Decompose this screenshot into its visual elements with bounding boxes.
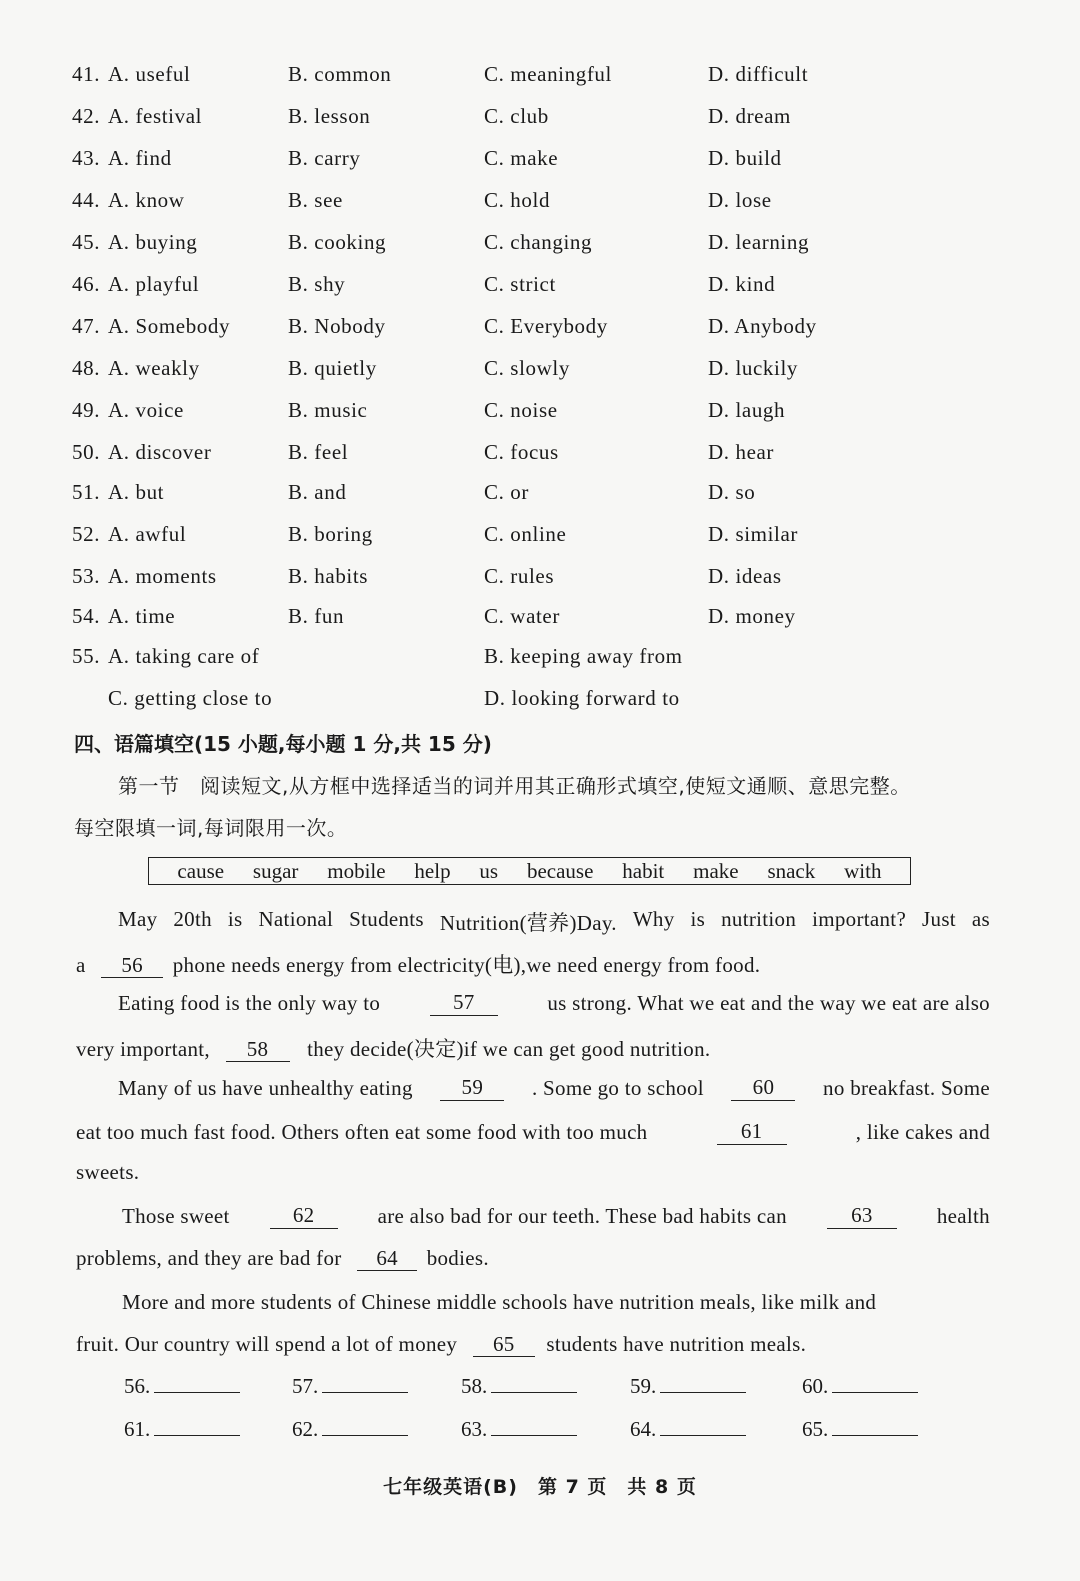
- option-b: B. cooking: [288, 230, 387, 254]
- instruction-line-2: 每空限填一词,每词限用一次。: [74, 816, 348, 840]
- option-b: B. feel: [288, 440, 349, 464]
- question-row: [0, 62, 1080, 92]
- passage-line: [76, 1160, 990, 1185]
- question-row: [0, 146, 1080, 176]
- answer-number: 62.: [292, 1417, 319, 1441]
- passage-text: problems, and they are bad for: [76, 1246, 342, 1270]
- answer-line[interactable]: [660, 1417, 746, 1436]
- passage-text: health: [936, 1204, 990, 1228]
- option-d: D. learning: [708, 230, 810, 254]
- answer-line[interactable]: [491, 1374, 577, 1393]
- question-number: 54.: [72, 604, 101, 628]
- question-number: 43.: [72, 146, 101, 170]
- word-box-item: help: [414, 858, 451, 883]
- blank-59: 59: [440, 1076, 504, 1101]
- question-row: [0, 480, 1080, 510]
- page-footer: 七年级英语(B) 第 7 页 共 8 页: [383, 1476, 697, 1498]
- passage-text: are also bad for our teeth. These bad habits can: [377, 1204, 787, 1228]
- blank-64: 64: [357, 1247, 417, 1271]
- question-number: 42.: [72, 104, 101, 128]
- word-box-item: make: [693, 858, 739, 883]
- answer-blank[interactable]: [292, 1417, 408, 1442]
- option-a: A. discover: [108, 440, 212, 464]
- passage-text: they decide(决定)if we can get good nutrition.: [307, 1037, 711, 1061]
- question-number: 51.: [72, 480, 101, 504]
- option-b: B. fun: [288, 604, 345, 628]
- answer-blank[interactable]: [461, 1417, 577, 1442]
- answer-line[interactable]: [832, 1417, 918, 1436]
- passage-text: , like cakes and: [855, 1120, 990, 1144]
- option-a: A. voice: [108, 398, 184, 422]
- passage-word: as: [971, 907, 990, 931]
- option-c: C. rules: [484, 564, 555, 588]
- section-title: 四、语篇填空(15 小题,每小题 1 分,共 15 分): [74, 732, 492, 756]
- passage-text: bodies.: [426, 1246, 489, 1270]
- passage-line: [118, 907, 990, 937]
- passage-text: fruit. Our country will spend a lot of money: [76, 1332, 458, 1356]
- passage-word: May: [118, 907, 158, 931]
- passage-line: [122, 1290, 990, 1315]
- answer-number: 60.: [802, 1374, 829, 1398]
- option-a: A. playful: [108, 272, 200, 296]
- question-number: 52.: [72, 522, 101, 546]
- blank-65: 65: [473, 1333, 535, 1357]
- question-55: [0, 644, 1080, 674]
- option-b: B. see: [288, 188, 343, 212]
- passage-text: a: [76, 953, 86, 977]
- option-c: C. getting close to: [108, 686, 273, 710]
- option-c: C. online: [484, 522, 567, 546]
- word-box-item: cause: [177, 858, 225, 883]
- word-box-item: because: [526, 858, 594, 883]
- word-box-item: sugar: [252, 858, 299, 883]
- option-d: D. looking forward to: [484, 686, 680, 710]
- blank-61: 61: [717, 1120, 787, 1145]
- option-c: C. club: [484, 104, 549, 128]
- question-row: [0, 230, 1080, 260]
- question-number: 48.: [72, 356, 101, 380]
- blank-60: 60: [731, 1076, 795, 1101]
- option-b: B. Nobody: [288, 314, 386, 338]
- answer-number: 61.: [124, 1417, 151, 1441]
- option-b: B. habits: [288, 564, 369, 588]
- word-box: [148, 857, 911, 885]
- blank-62: 62: [270, 1204, 338, 1229]
- option-c: C. hold: [484, 188, 551, 212]
- option-a: A. buying: [108, 230, 198, 254]
- option-a: A. Somebody: [108, 314, 231, 338]
- passage-word: is: [690, 907, 706, 931]
- answer-blank[interactable]: [292, 1374, 408, 1399]
- passage-text: eat too much fast food. Others often eat some food with too much: [76, 1120, 648, 1144]
- answer-blank[interactable]: [802, 1374, 918, 1399]
- option-d: D. money: [708, 604, 796, 628]
- option-b: B. common: [288, 62, 392, 86]
- passage-word: Just: [922, 907, 956, 931]
- answer-blank[interactable]: [630, 1374, 746, 1399]
- option-a: A. but: [108, 480, 165, 504]
- passage-text: sweets.: [76, 1160, 140, 1184]
- option-c: C. focus: [484, 440, 559, 464]
- passage-word: Why: [632, 907, 675, 931]
- option-a: A. time: [108, 604, 176, 628]
- option-a: A. find: [108, 146, 172, 170]
- option-b: B. boring: [288, 522, 373, 546]
- answer-blank[interactable]: [630, 1417, 746, 1442]
- question-row: [0, 440, 1080, 470]
- option-a: A. weakly: [108, 356, 200, 380]
- option-a: A. taking care of: [108, 644, 260, 668]
- answer-blank[interactable]: [124, 1417, 240, 1442]
- word-box-item: snack: [767, 858, 816, 883]
- option-a: A. festival: [108, 104, 203, 128]
- option-c: C. or: [484, 480, 529, 504]
- option-b: B. and: [288, 480, 347, 504]
- passage-line: [118, 1076, 990, 1101]
- question-number: 50.: [72, 440, 101, 464]
- option-d: D. luckily: [708, 356, 798, 380]
- passage-word: Students: [349, 907, 424, 931]
- passage-line: [118, 991, 990, 1016]
- question-number: 46.: [72, 272, 101, 296]
- question-number: 47.: [72, 314, 101, 338]
- question-number: 44.: [72, 188, 101, 212]
- question-row: [0, 398, 1080, 428]
- option-d: D. so: [708, 480, 756, 504]
- passage-word: National: [258, 907, 334, 931]
- option-d: D. difficult: [708, 62, 809, 86]
- option-d: D. build: [708, 146, 782, 170]
- answer-blank[interactable]: [124, 1374, 240, 1399]
- word-box-item: mobile: [327, 858, 386, 883]
- option-a: A. know: [108, 188, 185, 212]
- question-row: [0, 564, 1080, 594]
- passage-line: [76, 1246, 990, 1271]
- option-c: C. Everybody: [484, 314, 608, 338]
- passage-text: Many of us have unhealthy eating: [118, 1076, 413, 1100]
- answer-line[interactable]: [660, 1374, 746, 1393]
- option-b: B. keeping away from: [484, 644, 683, 668]
- option-c: C. make: [484, 146, 559, 170]
- answer-number: 56.: [124, 1374, 151, 1398]
- question-number: 45.: [72, 230, 101, 254]
- passage-word: important?: [812, 907, 907, 931]
- option-a: A. moments: [108, 564, 217, 588]
- option-b: B. quietly: [288, 356, 377, 380]
- passage-text: us strong. What we eat and the way we eat are also: [547, 991, 990, 1015]
- answer-number: 59.: [630, 1374, 657, 1398]
- answer-number: 65.: [802, 1417, 829, 1441]
- question-row: [0, 604, 1080, 634]
- passage-text: phone needs energy from electricity(电),we need energy from food.: [172, 953, 761, 977]
- option-c: C. meaningful: [484, 62, 612, 86]
- option-c: C. water: [484, 604, 560, 628]
- option-c: C. noise: [484, 398, 558, 422]
- question-row: [0, 272, 1080, 302]
- passage-text: students have nutrition meals.: [546, 1332, 807, 1356]
- option-d: D. hear: [708, 440, 775, 464]
- answer-blank[interactable]: [802, 1417, 918, 1442]
- answer-line[interactable]: [322, 1417, 408, 1436]
- passage-line: [76, 1332, 990, 1357]
- passage-text: no breakfast. Some: [823, 1076, 990, 1100]
- option-c: C. changing: [484, 230, 593, 254]
- question-row: [0, 356, 1080, 386]
- question-row: [0, 522, 1080, 552]
- passage-text: very important,: [76, 1037, 210, 1061]
- word-box-item: habit: [622, 858, 665, 883]
- instruction-line-1: 第一节 阅读短文,从方框中选择适当的词并用其正确形式填空,使短文通顺、意思完整。: [118, 774, 911, 798]
- question-number: 41.: [72, 62, 101, 86]
- blank-63: 63: [827, 1204, 897, 1229]
- answer-number: 64.: [630, 1417, 657, 1441]
- passage-word: 20th: [173, 907, 212, 931]
- question-number: 53.: [72, 564, 101, 588]
- word-box-item: with: [844, 858, 882, 883]
- blank-56: 56: [101, 954, 163, 978]
- blank-58: 58: [226, 1038, 290, 1062]
- passage-word: nutrition: [721, 907, 797, 931]
- answer-number: 63.: [461, 1417, 488, 1441]
- passage-line: [76, 1033, 990, 1063]
- option-d: D. similar: [708, 522, 798, 546]
- answer-line[interactable]: [832, 1374, 918, 1393]
- option-a: A. useful: [108, 62, 191, 86]
- question-row: [0, 314, 1080, 344]
- passage-text: Those sweet: [122, 1204, 230, 1228]
- answer-number: 58.: [461, 1374, 488, 1398]
- question-number: 49.: [72, 398, 101, 422]
- answer-line[interactable]: [154, 1374, 240, 1393]
- option-d: D. dream: [708, 104, 791, 128]
- option-d: D. kind: [708, 272, 776, 296]
- passage-line: [122, 1204, 990, 1229]
- question-number: 55.: [72, 644, 101, 668]
- option-b: B. lesson: [288, 104, 371, 128]
- passage-text: . Some go to school: [531, 1076, 704, 1100]
- passage-text: More and more students of Chinese middle schools have nutrition meals, like milk and: [122, 1290, 877, 1314]
- word-box-item: us: [479, 858, 499, 883]
- option-d: D. lose: [708, 188, 772, 212]
- question-row: [0, 104, 1080, 134]
- answer-line[interactable]: [322, 1374, 408, 1393]
- answer-number: 57.: [292, 1374, 319, 1398]
- option-b: B. shy: [288, 272, 346, 296]
- option-b: B. carry: [288, 146, 361, 170]
- option-d: D. laugh: [708, 398, 786, 422]
- option-c: C. strict: [484, 272, 556, 296]
- option-d: D. Anybody: [708, 314, 817, 338]
- passage-word: Nutrition(营养)Day.: [439, 911, 617, 935]
- option-a: A. awful: [108, 522, 187, 546]
- option-c: C. slowly: [484, 356, 570, 380]
- question-row: [0, 188, 1080, 218]
- answer-blank[interactable]: [461, 1374, 577, 1399]
- passage-line: [76, 949, 990, 979]
- option-b: B. music: [288, 398, 368, 422]
- passage-line: [76, 1120, 990, 1145]
- blank-57: 57: [430, 991, 498, 1016]
- answer-line[interactable]: [154, 1417, 240, 1436]
- answer-line[interactable]: [491, 1417, 577, 1436]
- passage-text: Eating food is the only way to: [118, 991, 381, 1015]
- passage-word: is: [227, 907, 243, 931]
- option-d: D. ideas: [708, 564, 782, 588]
- question-55-row-2: [0, 686, 1080, 716]
